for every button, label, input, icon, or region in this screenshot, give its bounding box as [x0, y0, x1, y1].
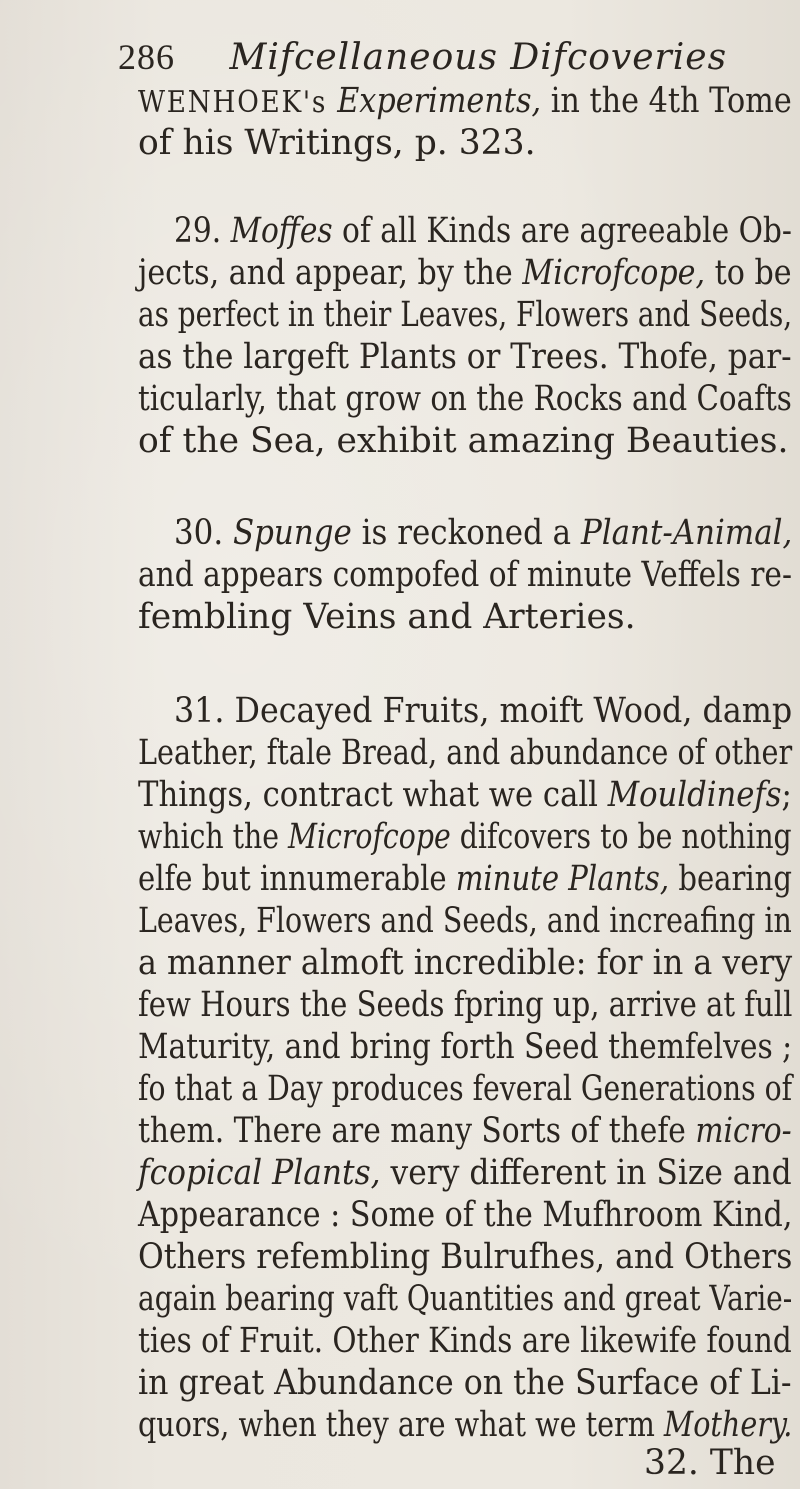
- text-line: Leaves, Flowers and Seeds, and increafing in: [138, 901, 792, 941]
- text-line: Leather, ftale Bread, and abundance of other: [138, 733, 793, 773]
- text-line: fcopical Plants, very different in Size and: [138, 1153, 792, 1193]
- text-line: 29. Moffes of all Kinds are agreeable Ob-: [174, 211, 792, 251]
- text-line: Maturity, and bring forth Seed themfelves ;: [138, 1027, 793, 1067]
- text-line: of the Sea, exhibit amazing Beauties.: [138, 421, 789, 461]
- text-line: which the Microfcope difcovers to be nothing: [138, 817, 792, 857]
- text-line: WENHOEK's Experiments, in the 4th Tome: [138, 81, 792, 121]
- text-line: and appears compofed of minute Veffels re-: [138, 555, 792, 595]
- text-line: fo that a Day produces feveral Generations of: [138, 1069, 793, 1109]
- text-line: of his Writings, p. 323.: [138, 123, 536, 163]
- running-title: Mifcellaneous Difcoveries: [229, 37, 728, 78]
- text-line: as the largeft Plants or Trees. Thofe, par-: [138, 337, 792, 377]
- text-line: Things, contract what we call Mouldinefs;: [138, 775, 792, 815]
- text-line: ticularly, that grow on the Rocks and Coafts: [138, 379, 792, 419]
- text-line: fembling Veins and Arteries.: [138, 597, 636, 637]
- page-number: 286: [118, 37, 175, 77]
- text-line: Others refembling Bulrufhes, and Others: [138, 1237, 793, 1277]
- text-line: as perfect in their Leaves, Flowers and Seeds,: [138, 295, 793, 335]
- text-line: quors, when they are what we term Mothery.: [138, 1405, 793, 1445]
- text-line: 31. Decayed Fruits, moift Wood, damp: [174, 691, 793, 731]
- text-line: 30. Spunge is reckoned a Plant-Animal,: [174, 513, 793, 553]
- running-head: [118, 36, 727, 78]
- text-line: a manner almoft incredible: for in a very: [138, 943, 793, 983]
- text-line: again bearing vaft Quantities and great Varie-: [138, 1279, 793, 1319]
- catchword: 32. The: [644, 1443, 776, 1483]
- text-line: elfe but innumerable minute Plants, bearing: [138, 859, 793, 899]
- text-line: in great Abundance on the Surface of Li-: [138, 1363, 792, 1403]
- text-line: jects, and appear, by the Microfcope, to be: [138, 253, 792, 293]
- text-line: ties of Fruit. Other Kinds are likewife found: [138, 1321, 792, 1361]
- text-line: them. There are many Sorts of thefe micro-: [138, 1111, 792, 1151]
- text-line: few Hours the Seeds fpring up, arrive at full: [138, 985, 793, 1025]
- text-line: Appearance : Some of the Mufhroom Kind,: [138, 1195, 793, 1235]
